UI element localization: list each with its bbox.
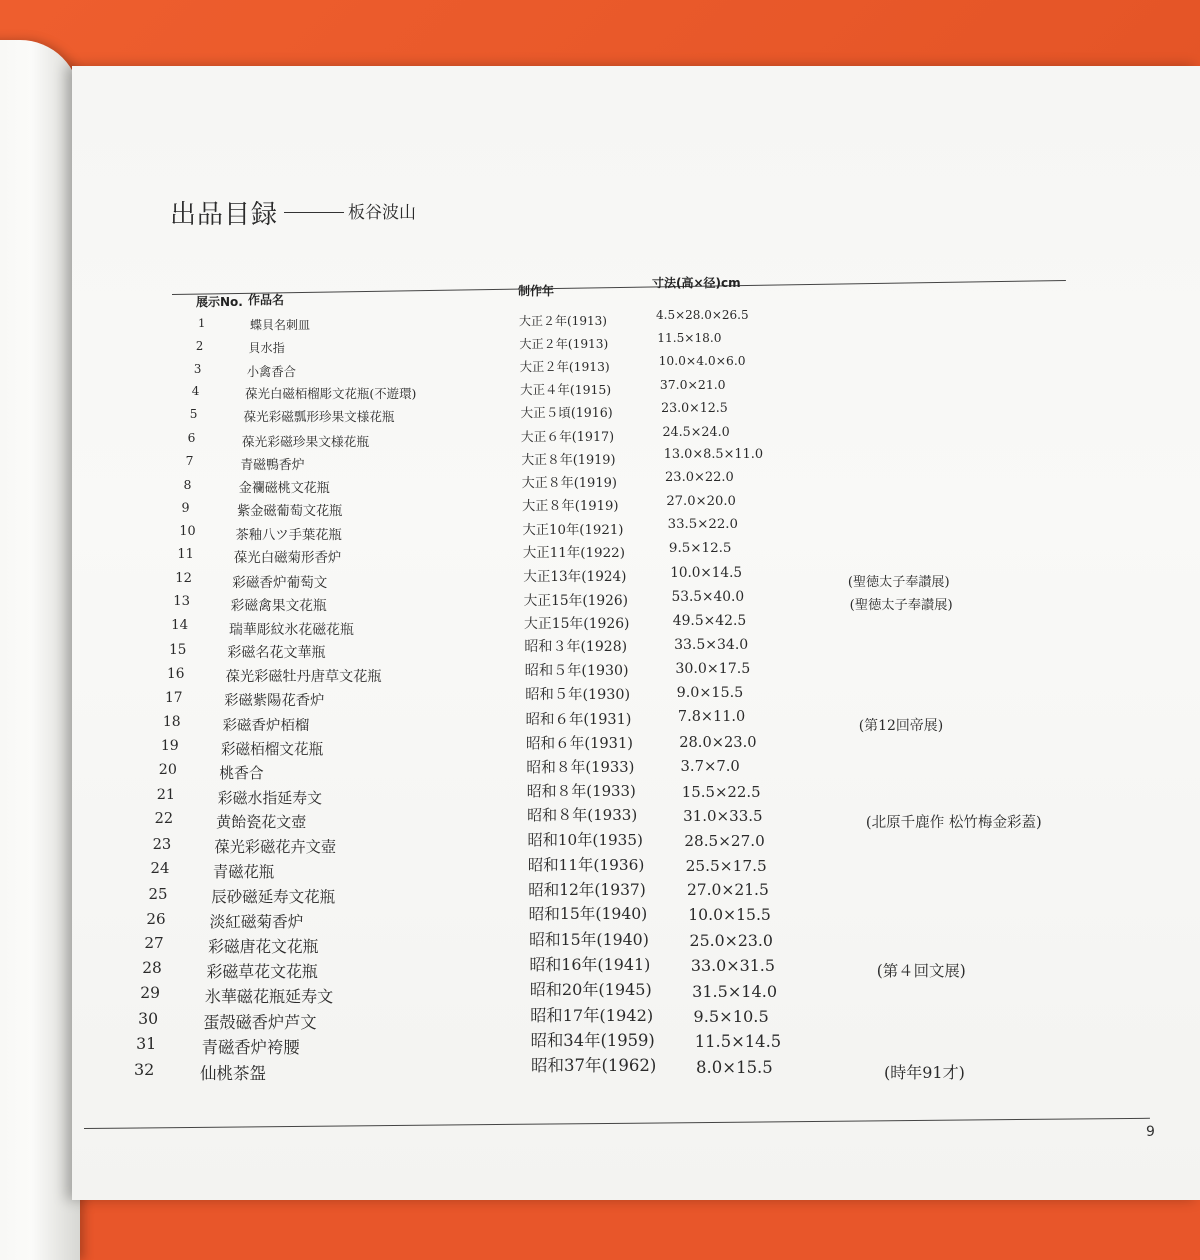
row-13-name: 彩磁禽果文花瓶 [230, 598, 327, 615]
row-19-name: 彩磁栢榴文花瓶 [220, 741, 324, 759]
row-1-year: 大正２年(1913) [519, 314, 607, 328]
row-14-no: 14 [171, 618, 189, 634]
row-16-size: 30.0×17.5 [675, 660, 751, 677]
row-7-no: 7 [185, 453, 194, 468]
row-9-no: 9 [181, 500, 190, 516]
row-18-name: 彩磁香炉栢榴 [222, 717, 310, 734]
row-26-year: 昭和15年(1940) [528, 905, 648, 924]
row-9-year: 大正８年(1919) [522, 499, 619, 515]
row-31-year: 昭和34年(1959) [530, 1030, 655, 1050]
row-25-no: 25 [148, 884, 168, 903]
row-24-year: 昭和11年(1936) [527, 856, 645, 875]
row-22-size: 31.0×33.5 [683, 807, 763, 826]
row-2-year: 大正２年(1913) [519, 336, 609, 351]
row-32-no: 32 [134, 1059, 155, 1079]
row-22-note: (北原千鹿作 松竹梅金彩蓋) [865, 815, 1042, 832]
row-19-no: 19 [160, 738, 179, 755]
row-21-name: 彩磁水指延寿文 [217, 788, 322, 807]
top-divider [172, 280, 1066, 295]
row-15-year: 昭和３年(1928) [524, 639, 628, 656]
row-16-no: 16 [167, 665, 185, 682]
row-20-year: 昭和８年(1933) [526, 758, 635, 776]
row-17-no: 17 [164, 689, 183, 706]
row-24-size: 25.5×17.5 [685, 856, 767, 875]
header-name: 作品名 [248, 293, 285, 307]
row-32-year: 昭和37年(1962) [531, 1055, 657, 1075]
row-15-no: 15 [169, 641, 187, 658]
row-26-no: 26 [146, 909, 166, 928]
row-22-no: 22 [154, 811, 174, 828]
row-30-name: 蛋殻磁香炉芦文 [203, 1013, 317, 1033]
row-16-name: 葆光彩磁牡丹唐草文花瓶 [225, 668, 382, 685]
row-23-no: 23 [152, 835, 172, 853]
row-3-name: 小禽香合 [246, 364, 296, 379]
row-31-no: 31 [136, 1034, 157, 1054]
row-11-size: 9.5×12.5 [668, 541, 732, 557]
row-13-size: 53.5×40.0 [671, 588, 745, 605]
header-size: 寸法(高×径)cm [652, 276, 741, 290]
row-29-name: 氷華磁花瓶延寿文 [204, 987, 334, 1007]
row-28-year: 昭和16年(1941) [529, 954, 651, 974]
row-12-year: 大正13年(1924) [523, 569, 627, 586]
row-17-year: 昭和５年(1930) [525, 686, 631, 703]
row-7-year: 大正８年(1919) [521, 452, 616, 468]
row-25-name: 辰砂磁延寿文花瓶 [211, 887, 336, 906]
row-28-note: (第４回文展) [876, 962, 966, 981]
row-14-year: 大正15年(1926) [524, 616, 630, 633]
row-3-no: 3 [193, 361, 202, 376]
row-8-year: 大正８年(1919) [521, 476, 617, 492]
row-11-year: 大正11年(1922) [522, 545, 625, 561]
row-27-size: 25.0×23.0 [689, 931, 773, 951]
row-4-year: 大正４年(1915) [520, 382, 612, 398]
page-number: 9 [1146, 1124, 1155, 1140]
row-32-note: (時年91才) [884, 1062, 965, 1082]
row-6-no: 6 [187, 430, 196, 445]
row-19-year: 昭和６年(1931) [525, 734, 633, 752]
row-13-year: 大正15年(1926) [523, 592, 628, 609]
row-20-size: 3.7×7.0 [680, 758, 740, 775]
row-18-year: 昭和６年(1931) [525, 711, 632, 728]
row-8-no: 8 [183, 476, 192, 492]
row-10-name: 茶釉八ツ手葉花瓶 [235, 527, 342, 543]
row-20-name: 桃香合 [219, 765, 264, 783]
row-28-size: 33.0×31.5 [690, 956, 775, 976]
row-6-year: 大正６年(1917) [520, 428, 615, 444]
row-2-no: 2 [195, 338, 204, 353]
row-10-size: 33.5×22.0 [667, 517, 738, 533]
row-27-no: 27 [144, 934, 164, 953]
row-23-name: 葆光彩磁花卉文壺 [214, 837, 337, 856]
row-32-name: 仙桃茶盌 [200, 1063, 266, 1083]
row-21-size: 15.5×22.5 [681, 782, 761, 801]
row-4-size: 37.0×21.0 [659, 377, 726, 393]
row-26-size: 10.0×15.5 [688, 906, 771, 925]
row-24-name: 青磁花瓶 [212, 863, 275, 882]
row-7-size: 13.0×8.5×11.0 [663, 446, 763, 462]
row-28-name: 彩磁草花文花瓶 [206, 962, 318, 982]
row-12-name: 彩磁香炉葡萄文 [232, 574, 328, 591]
row-5-no: 5 [189, 407, 198, 422]
row-25-size: 27.0×21.5 [686, 881, 769, 900]
row-29-size: 31.5×14.0 [692, 981, 778, 1001]
title-dash [284, 212, 344, 213]
row-19-size: 28.0×23.0 [679, 733, 757, 751]
row-2-size: 11.5×18.0 [657, 330, 722, 345]
row-30-year: 昭和17年(1942) [530, 1005, 654, 1025]
row-18-no: 18 [162, 713, 181, 730]
row-6-name: 葆光彩磁珍果文様花瓶 [241, 433, 370, 449]
row-8-name: 金襴磁桃文花瓶 [238, 480, 330, 496]
row-23-year: 昭和10年(1935) [527, 830, 643, 849]
row-32-size: 8.0×15.5 [696, 1057, 773, 1077]
row-30-size: 9.5×10.5 [693, 1006, 769, 1026]
row-13-note: (聖徳太子奉讃展) [849, 598, 953, 614]
header-no: 展示No. [196, 295, 243, 309]
row-12-note: (聖徳太子奉讃展) [847, 574, 950, 590]
row-16-year: 昭和５年(1930) [524, 662, 629, 679]
row-27-name: 彩磁唐花文花瓶 [208, 937, 319, 957]
row-10-no: 10 [179, 523, 196, 539]
row-3-size: 10.0×4.0×6.0 [658, 353, 746, 368]
row-25-year: 昭和12年(1937) [528, 880, 646, 899]
row-14-name: 瑞華彫紋氷花磁花瓶 [229, 622, 354, 639]
row-22-year: 昭和８年(1933) [527, 806, 638, 825]
row-15-name: 彩磁名花文華瓶 [227, 644, 326, 661]
row-29-year: 昭和20年(1945) [529, 979, 652, 999]
header-year: 制作年 [518, 284, 555, 298]
row-31-name: 青磁香炉袴腰 [201, 1038, 300, 1058]
row-5-year: 大正５頃(1916) [520, 404, 613, 420]
row-1-no: 1 [198, 316, 206, 330]
row-4-no: 4 [191, 384, 200, 399]
row-31-size: 11.5×14.5 [694, 1032, 782, 1052]
row-14-size: 49.5×42.5 [672, 612, 747, 629]
row-15-size: 33.5×34.0 [674, 636, 749, 653]
row-17-name: 彩磁紫陽花香炉 [224, 692, 325, 709]
row-1-name: 蝶貝名刺皿 [250, 318, 311, 332]
row-9-name: 紫金磁葡萄文花瓶 [237, 504, 343, 520]
row-18-note: (第12回帝展) [858, 717, 944, 734]
row-6-size: 24.5×24.0 [662, 423, 730, 439]
row-21-year: 昭和８年(1933) [526, 782, 636, 801]
catalog-page [72, 66, 1200, 1200]
row-10-year: 大正10年(1921) [522, 522, 624, 538]
row-8-size: 23.0×22.0 [665, 470, 734, 486]
page-title: 出品目録 [170, 200, 279, 230]
row-11-name: 葆光白磁菊形香炉 [233, 551, 342, 567]
row-13-no: 13 [173, 594, 191, 610]
row-12-no: 12 [175, 570, 192, 586]
row-29-no: 29 [140, 984, 160, 1003]
row-21-no: 21 [156, 786, 176, 803]
bottom-divider [84, 1118, 1150, 1129]
row-27-year: 昭和15年(1940) [529, 929, 649, 949]
artist-name: 板谷波山 [348, 203, 416, 223]
row-12-size: 10.0×14.5 [670, 564, 743, 581]
row-24-no: 24 [150, 860, 170, 878]
left-page-edge [0, 40, 80, 1260]
row-1-size: 4.5×28.0×26.5 [656, 308, 749, 322]
row-28-no: 28 [142, 959, 162, 978]
row-5-name: 葆光彩磁瓢形珍果文様花瓶 [243, 409, 395, 425]
row-11-no: 11 [177, 547, 194, 563]
row-23-size: 28.5×27.0 [684, 831, 765, 850]
row-3-year: 大正２年(1913) [519, 360, 610, 375]
row-22-name: 黄飴瓷花文壺 [216, 813, 307, 832]
row-30-no: 30 [138, 1009, 159, 1029]
row-9-size: 27.0×20.0 [666, 493, 736, 509]
row-18-size: 7.8×11.0 [677, 709, 746, 726]
row-17-size: 9.0×15.5 [676, 684, 744, 701]
row-2-name: 貝水指 [248, 340, 285, 355]
row-7-name: 青磁鴨香炉 [240, 457, 305, 473]
row-5-size: 23.0×12.5 [661, 400, 728, 416]
row-20-no: 20 [158, 762, 177, 779]
row-26-name: 淡紅磁菊香炉 [209, 912, 304, 931]
row-4-name: 葆光白磁栢榴彫文花瓶(不遊環) [245, 386, 417, 402]
